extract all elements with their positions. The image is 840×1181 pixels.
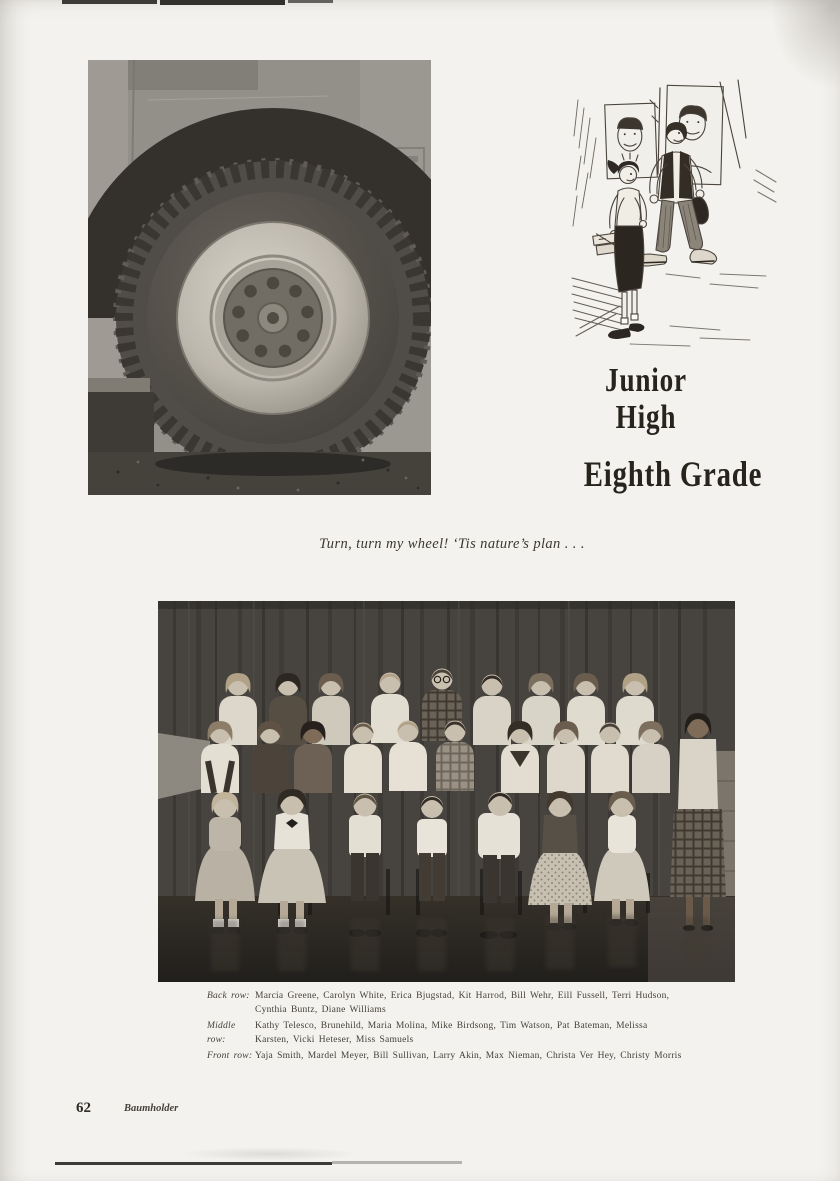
- scan-artifact-bottom-line: [55, 1162, 332, 1165]
- row-names: Marcia Greene, Carolyn White, Erica Bjugstad, Kit Harrod, Bill Wehr, Eill Fussell, Terri Hudson, Cynthia Buntz, Diane Williams: [255, 991, 670, 1015]
- caption-row-back: [207, 990, 699, 1017]
- wheel-photo: [88, 60, 431, 495]
- page-quote: Turn, turn my wheel! ‘Tis nature’s plan . . .: [319, 536, 585, 552]
- scan-smudge: [180, 1147, 360, 1161]
- row-label: Middle row:: [207, 1021, 236, 1045]
- back-row: [219, 669, 654, 746]
- ground-hatching: [630, 274, 766, 346]
- page-footer: [76, 1099, 179, 1117]
- wheel-photo-svg: [88, 60, 431, 495]
- row-label: Front row:: [207, 1051, 253, 1061]
- page-number: 62: [76, 1100, 91, 1116]
- row-label: Back row:: [207, 991, 250, 1001]
- caption-row-middle: [207, 1020, 699, 1047]
- illustration-svg: [570, 78, 795, 355]
- scan-artifact-bottom-tail: [332, 1161, 462, 1164]
- section-title-grade: Eighth Grade: [583, 454, 763, 494]
- scan-artifact-top-3: [288, 0, 333, 3]
- scan-artifact-top-2: [160, 0, 285, 5]
- section-title-junior: Junior: [605, 362, 687, 399]
- caption-row-front: [207, 1050, 699, 1064]
- class-photo-svg: [158, 601, 735, 982]
- girl-figure: [592, 153, 646, 339]
- hatching-right: [754, 170, 776, 202]
- section-title-high: High: [615, 399, 677, 436]
- class-group-photo: [158, 601, 735, 982]
- class-photo-caption: [207, 990, 699, 1067]
- book-title: Baumholder: [124, 1103, 179, 1114]
- scan-blot: [770, 0, 840, 90]
- scan-artifact-top-1: [62, 0, 157, 4]
- row-names: Yaja Smith, Mardel Meyer, Bill Sullivan, Larry Akin, Max Nieman, Christa Ver Hey, Christy Morris: [255, 1051, 682, 1061]
- hatching-left: [573, 100, 596, 226]
- students-illustration: [570, 78, 795, 355]
- row-names: Kathy Telesco, Brunehild, Maria Molina, Mike Birdsong, Tim Watson, Pat Bateman, Melissa Karsten, Vicki Heteser, Miss Samuels: [255, 1021, 648, 1045]
